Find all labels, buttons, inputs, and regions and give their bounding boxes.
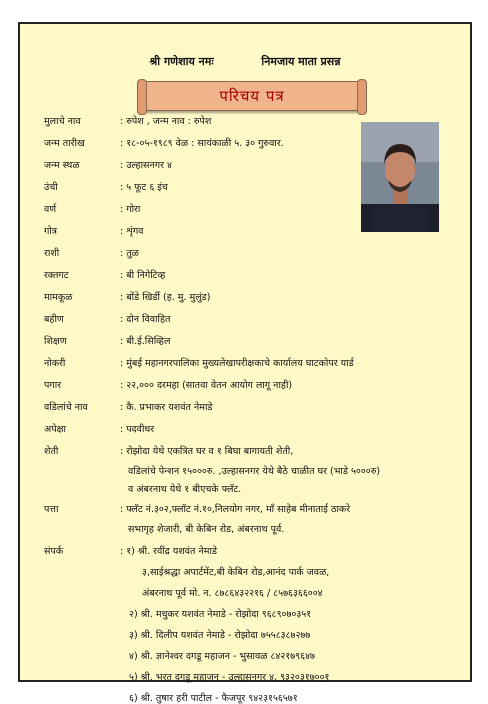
field-value: : बोंडे खिर्डी (ह. मु. मुलुंड) — [120, 292, 211, 303]
field-value: : बी निगेटिव्ह — [120, 270, 166, 281]
field-label: पत्ता — [44, 504, 59, 515]
portrait-photo — [361, 122, 439, 232]
field-value: : दोन विवाहित — [120, 314, 171, 325]
field-value: : मुंबई महानगरपालिका मुख्यलेखापरीक्षकाचे कार्यालय घाटकोपर यार्ड — [120, 358, 354, 369]
field-value: : १८-०५-१९८९ वेळ : सायंकाळी ५. ३० गुरुवार. — [120, 138, 284, 149]
field-value: : कै. प्रभाकर यशवंत नेमाडे — [120, 402, 213, 413]
field-label: नोकरी — [44, 358, 66, 369]
field-label: मुलाचे नाव — [44, 116, 81, 127]
contact-line: ३) श्री. दिलीप यशवंत नेमाडे - रोझोदा ७५५८३८७२७७ — [129, 630, 311, 641]
field-label: बहीण — [44, 314, 64, 325]
field-value: : तुळ — [120, 248, 139, 259]
address-line: सभागृह शेजारी, बी केबिन रोड, अंबरनाथ पूर्व. — [128, 524, 285, 535]
portrait-image — [361, 122, 439, 232]
field-label: गोत्र — [44, 226, 58, 237]
field-value: : उल्हासनगर ४ — [120, 160, 172, 171]
field-value: : पदवीधर — [120, 424, 155, 435]
title-banner — [142, 81, 362, 111]
field-label: उंची — [44, 182, 58, 193]
field-value: : रुपेश , जन्म नाव : रुपेश — [120, 116, 212, 127]
field-label: अपेक्षा — [44, 424, 66, 435]
page-title: परिचय पत्र — [219, 87, 285, 105]
contact-line: अंबरनाथ पूर्व मो. न. ८७८६४३२२१६ / ८५७६३६६००४ — [142, 588, 323, 599]
field-value: : बी.ई.सिव्हिल — [120, 336, 171, 347]
field-label: पगार — [44, 380, 62, 391]
header-right: निमजाय माता प्रसन्न — [261, 55, 341, 68]
field-value: : २२,००० दरमहा (सातवा वेतन आयोग लागू नाही) — [120, 380, 293, 391]
contact-line: ३,साईश्रद्धा अपार्टमेंट,बी केबिन रोड,आनंद पार्क जवळ, — [142, 567, 330, 578]
contact-line: २) श्री. मधुकर यशवंत नेमाडे - रोझोदा ९६८९०७०३५१ — [129, 609, 312, 620]
header-left: श्री गणेशाय नमः — [149, 55, 214, 68]
header-blessing — [20, 54, 470, 69]
field-label: शिक्षण — [44, 336, 67, 347]
field-label: जन्म तारीख — [44, 138, 85, 149]
field-label: शेती — [44, 446, 59, 457]
field-label: रक्तगट — [44, 270, 69, 281]
field-value: : रोझोदा येथे एकत्रित घर व १ बिघा बागायती शेती, — [120, 446, 294, 457]
sheti-line: व अंबरनाथ येथे १ बीएचके फ्लॅट. — [128, 484, 242, 495]
field-label: संपर्क — [44, 546, 64, 557]
field-value: : ५ फूट ६ इंच — [120, 182, 168, 193]
field-label: मामकूळ — [44, 292, 73, 303]
biodata-card — [18, 22, 472, 704]
field-value: : गोरा — [120, 204, 141, 215]
contact-line: ४) श्री. ज्ञानेश्वर दगडू महाजन - भुसावळ ८४२१७९६४७ — [129, 651, 315, 662]
field-value: : शृंगव — [120, 226, 144, 237]
field-label: वर्ण — [44, 204, 57, 215]
contact-line: ६) श्री. तुषार हरी पाटील - फैजपूर ९४२३१५६५७१ — [129, 693, 298, 704]
field-value: : फ्लॅट नं.३०२,फ्लॉट नं.१०,निलयोग नगर, माँ साहेब मीनाताई ठाकरे — [120, 504, 351, 515]
field-label: राशी — [44, 248, 60, 259]
field-label: जन्म स्थळ — [44, 160, 80, 171]
field-value: : १) श्री. रवींद्र यशवंत नेमाडे — [120, 546, 217, 557]
contact-line: ५) श्री. भरत दगडू महाजन - उल्हासनगर ४, ९३२०३१७००१ — [129, 672, 330, 683]
field-label: वडिलांचे नाव — [44, 402, 88, 413]
sheti-line: वडिलांचे पेन्शन १५०००रु. ,उल्हासनगर येथे बैठे चाळीत घर (भाडे ५०००रु) — [128, 466, 381, 477]
